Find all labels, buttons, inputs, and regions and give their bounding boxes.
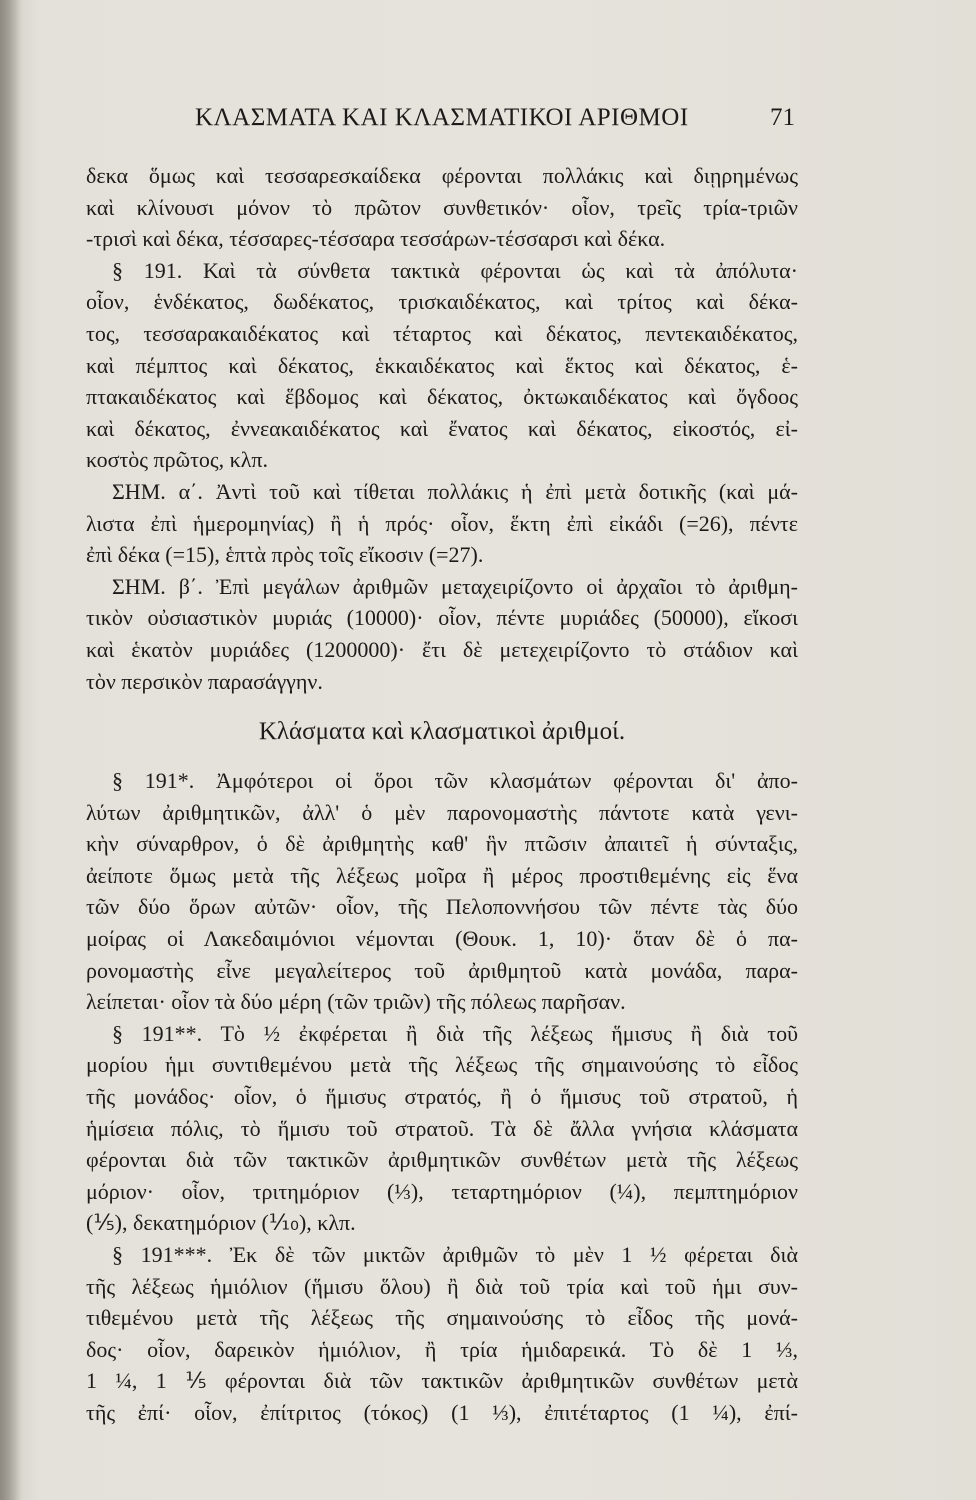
text-line: οἷον, ἑνδέκατος, δωδέκατος, τρισκαιδέκατος, καὶ τρίτος καὶ δέκα- [86, 289, 798, 315]
text-line: φέρονται διὰ τῶν τακτικῶν ἀριθμητικῶν συνθέτων μετὰ τῆς λέξεως [86, 1147, 798, 1173]
text-line: καὶ ἑκατὸν μυριάδες (1200000)· ἔτι δὲ μετεχειρίζοντο τὸ στάδιον καὶ [86, 636, 798, 662]
page-body [86, 160, 798, 1429]
text-line: λείπεται· οἷον τὰ δύο μέρη (τῶν τριῶν) τῆς πόλεως παρῆσαν. [86, 989, 626, 1015]
paragraph-section-191-double-star [86, 1018, 798, 1239]
text-line: § 191. Καὶ τὰ σύνθετα τακτικὰ φέρονται ὡς καὶ τὰ ἀπόλυτα· [112, 257, 798, 283]
text-line: τῆς ἐπί· οἷον, ἐπίτριτος (τόκος) (1 ⅓), ἐπιτέταρτος (1 ¼), ἐπί- [86, 1399, 798, 1425]
text-line: δεκα ὅμως καὶ τεσσαρεσκαίδεκα φέρονται πολλάκις καὶ διῃρημένως [86, 163, 798, 188]
paragraph-section-191-star [86, 765, 798, 1018]
text-line: 1 ¼, 1 ⅕ φέρονται διὰ τῶν τακτικῶν ἀριθμητικῶν συνθέτων μετὰ [86, 1368, 798, 1394]
text-line: ΣΗΜ. α΄. Ἀντὶ τοῦ καὶ τίθεται πολλάκις ἡ ἐπὶ μετὰ δοτικῆς (καὶ μά- [112, 478, 798, 504]
text-line: τῶν δύο ὅρων αὐτῶν· οἷον, τῆς Πελοποννήσου τῶν πέντε τὰς δύο [86, 894, 798, 920]
text-line: ἡμίσεια πόλις, τὸ ἥμισυ τοῦ στρατοῦ. Τὰ δὲ ἄλλα γνήσια κλάσματα [86, 1115, 798, 1141]
text-line: (⅕), δεκατημόριον (⅒), κλπ. [86, 1210, 356, 1236]
running-header [195, 104, 795, 144]
text-line: καὶ δέκατος, ἐννεακαιδέκατος καὶ ἔνατος καὶ δέκατος, εἰκοστός, εἰ- [86, 415, 798, 441]
text-line: μορίου ἡμι συντιθεμένου μετὰ τῆς λέξεως τῆς σημαινούσης τὸ εἶδος [86, 1052, 798, 1078]
text-line: τιθεμένου μετὰ τῆς λέξεως τῆς σημαινούσης τὸ εἶδος τῆς μονά- [86, 1305, 798, 1331]
text-line: καὶ πέμπτος καὶ δέκατος, ἑκκαιδέκατος καὶ ἕκτος καὶ δέκατος, ἑ- [86, 352, 798, 378]
text-line: τικὸν οὐσιαστικὸν μυριάς (10000)· οἷον, πέντε μυριάδες (50000), εἴκοσι [86, 605, 798, 631]
text-line: κοστὸς πρῶτος, κλπ. [86, 447, 268, 473]
paragraph-note-b [86, 571, 798, 697]
text-line: § 191*. Ἀμφότεροι οἱ ὅροι τῶν κλασμάτων φέρονται δι' ἀπο- [112, 768, 798, 794]
header-title: ΚΛΑΣΜΑΤΑ ΚΑΙ ΚΛΑΣΜΑΤΙΚΟΙ ΑΡΙΘΜΟΙ [195, 104, 689, 131]
text-line: τος, τεσσαρακαιδέκατος καὶ τέταρτος καὶ δέκατος, πεντεκαιδέκατος, [86, 320, 798, 346]
paragraph-section-191 [86, 255, 798, 476]
text-line: λιστα ἐπὶ ἡμερομηνίας) ἢ ἡ πρός· οἷον, ἕκτη ἐπὶ εἰκάδι (=26), πέντε [86, 510, 798, 536]
paragraph-section-191-triple-star [86, 1239, 798, 1429]
text-line: ἐπὶ δέκα (=15), ἑπτὰ πρὸς τοῖς εἴκοσιν (=27). [86, 542, 484, 568]
text-line: ρονομαστὴς εἶνε μεγαλείτερος τοῦ ἀριθμητοῦ κατὰ μονάδα, παρα- [86, 957, 798, 983]
text-line: λύτων ἀριθμητικῶν, ἀλλ' ὁ μὲν παρονομαστὴς πάντοτε κατὰ γενι- [86, 799, 798, 825]
text-line: μόριον· οἷον, τριτημόριον (⅓), τεταρτημόριον (¼), πεμπτημόριον [86, 1178, 798, 1204]
text-line: § 191**. Τὸ ½ ἐκφέρεται ἢ διὰ τῆς λέξεως ἥμισυς ἢ διὰ τοῦ [112, 1020, 798, 1046]
page-number: 71 [770, 104, 795, 131]
text-line: τῆς λέξεως ἡμιόλιον (ἥμισυ ὅλου) ἢ διὰ τοῦ τρία καὶ τοῦ ἡμι συν- [86, 1273, 798, 1299]
text-line: ΣΗΜ. β΄. Ἐπὶ μεγάλων ἀριθμῶν μεταχειρίζοντο οἱ ἀρχαῖοι τὸ ἀριθμη- [112, 573, 798, 599]
text-line: πτακαιδέκατος καὶ ἕβδομος καὶ δέκατος, ὀκτωκαιδέκατος καὶ ὄγδοος [86, 384, 798, 410]
text-line: ἀείποτε ὅμως μετὰ τῆς λέξεως μοῖρα ἢ μέρος προστιθεμένης εἰς ἕνα [86, 862, 798, 888]
text-line: τῆς μονάδος· οἷον, ὁ ἥμισυς στρατός, ἢ ὁ ἥμισυς τοῦ στρατοῦ, ἡ [86, 1084, 798, 1110]
section-heading: Κλάσματα καὶ κλασματικοὶ ἀριθμοί. [258, 718, 626, 746]
text-line: -τρισὶ καὶ δέκα, τέσσαρες-τέσσαρα τεσσάρων-τέσσαρσι καὶ δέκα. [86, 226, 666, 252]
paragraph-continuation [86, 160, 798, 255]
paragraph-note-a [86, 476, 798, 571]
text-line: § 191***. Ἐκ δὲ τῶν μικτῶν ἀριθμῶν τὸ μὲν 1 ½ φέρεται διὰ [112, 1242, 798, 1267]
binding-shadow [0, 0, 22, 1500]
text-line: δος· οἷον, δαρεικὸν ἡμιόλιον, ἢ τρία ἡμιδαρεικά. Τὸ δὲ 1 ⅓, [86, 1336, 798, 1362]
text-line: τὸν περσικὸν παρασάγγην. [86, 668, 323, 694]
text-line: μοίρας οἱ Λακεδαιμόνιοι νέμονται (Θουκ. 1, 10)· ὅταν δὲ ὁ πα- [86, 926, 798, 952]
text-line: κὴν σύναρθρον, ὁ δὲ ἀριθμητὴς καθ' ἣν πτῶσιν ἀπαιτεῖ ἡ σύνταξις, [86, 831, 798, 857]
text-line: καὶ κλίνουσι μόνον τὸ πρῶτον συνθετικόν· οἷον, τρεῖς τρία-τριῶν [86, 194, 798, 220]
